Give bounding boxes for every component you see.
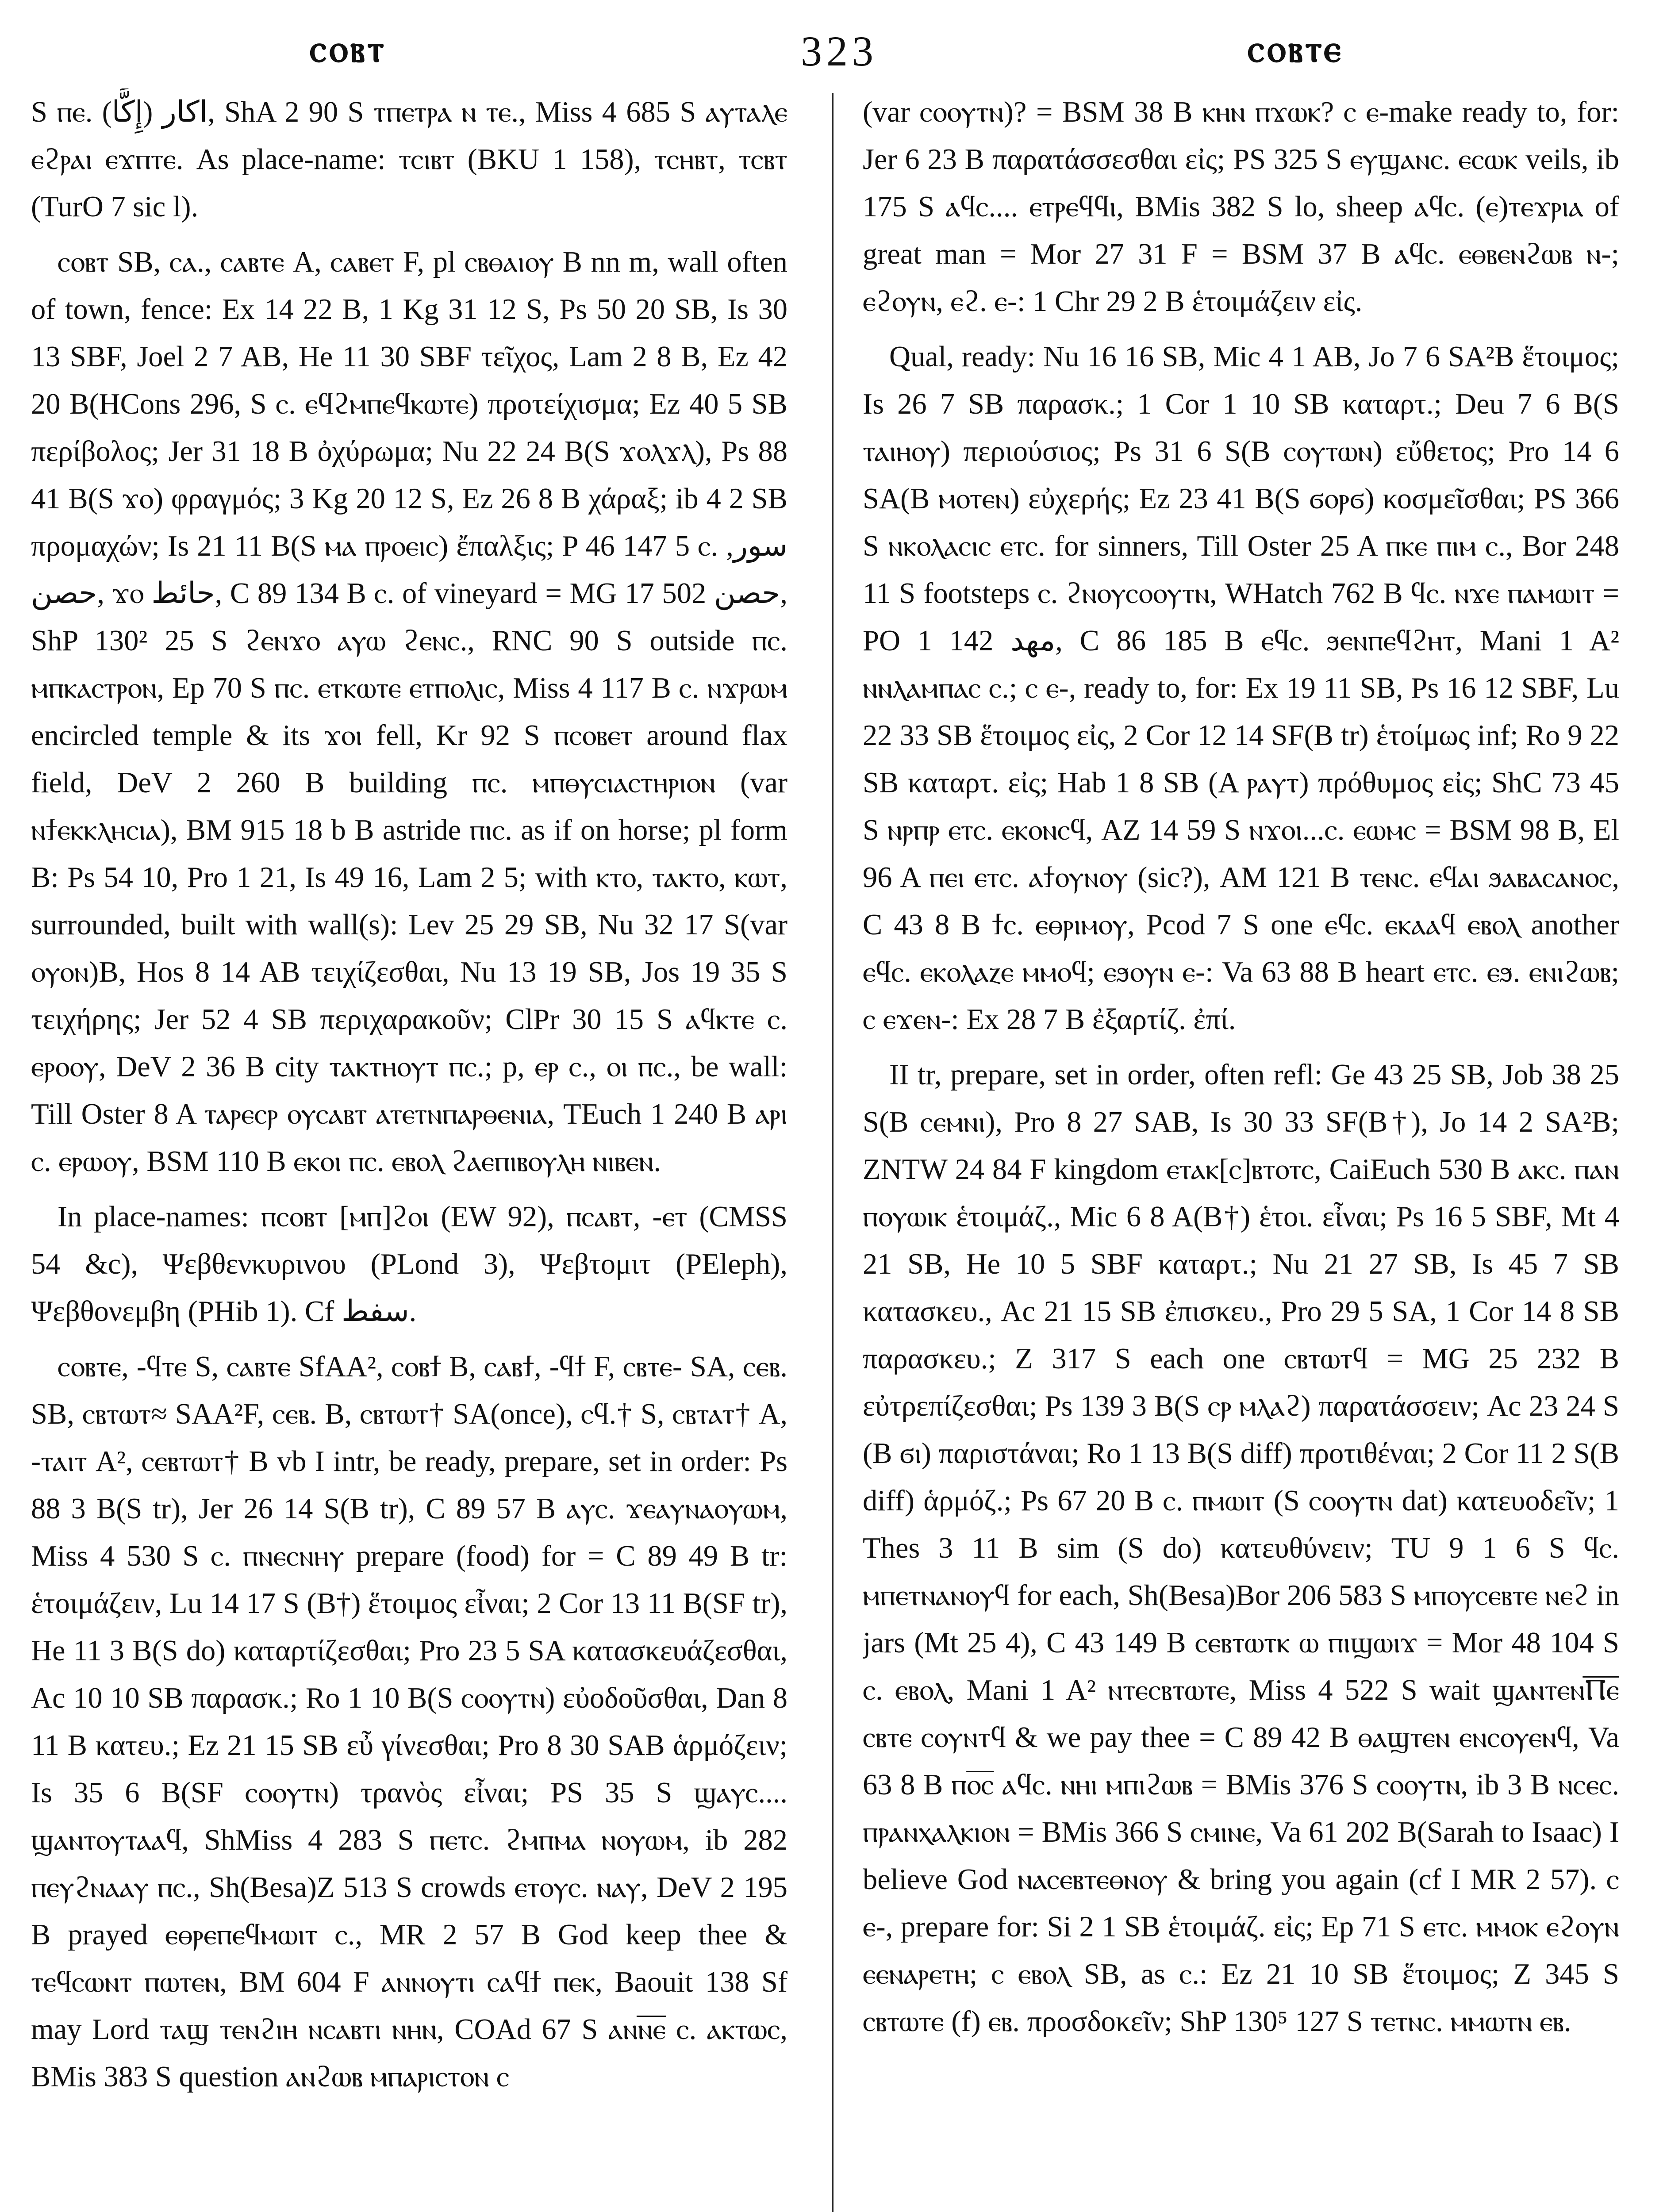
entry-paragraph: ⲥⲟⲃⲧⲉ, -ϥⲧⲉ S, ⲥⲁⲃⲧⲉ SfAA², ⲥⲟⲃϯ B, ⲥⲁⲃϯ, -ϥϯ F, ⲥⲃⲧⲉ- SA, ⲥⲉⲃ. SB, ⲥⲃⲧⲱⲧ≈ SAA²F, ⲥⲉⲃ. B, ⲥⲃⲧⲱⲧ† SA(once), ⲥϥ.† S, ⲥⲃⲧⲁⲧ† A, -ⲧⲁⲓⲧ A², ⲥⲉⲃⲧⲱⲧ† B vb I intr, be ready, prepare, set in order: Ps 88 3 B(S tr), Jer 26 14 S(B tr), C 89 57 B ⲁⲩⲥ. ϫⲉⲁⲩⲛⲁⲟⲩⲱⲙ, Miss 4 530 S ⲥ. ⲡⲛⲉⲥⲛⲏⲩ prepare (food) for = C 89 49 B tr: ἑτοιμάζειν, Lu 14 17 S (B†) ἕτοιμος εἶναι; 2 Cor 13 11 B(SF tr), He 11 3 B(S do) καταρτίζεσθαι; Pro 23 5 SA κατασκευάζεσθαι, Ac 10 10 SB παρασκ.; Ro 1 10 B(S ⲥⲟⲟⲩⲧⲛ) εὐοδοῦσθαι, Dan 8 11 B κατευ.; Ez 21 15 SB εὖ γίνεσθαι; Pro 8 30 SAB ἁρμόζειν; Is 35 6 B(SF ⲥⲟⲟⲩⲧⲛ) τρανὸς εἶναι; PS 35 S ϣⲁⲩⲥ.... ϣⲁⲛⲧⲟⲩⲧⲁⲁϥ, ShMiss 4 283 S ⲡⲉⲧⲥ. ϩⲙⲡⲙⲁ ⲛⲟⲩⲱⲙ, ib 282 ⲡⲉⲩϩⲛⲁⲁⲩ ⲡⲥ., Sh(Besa)Z 513 S crowds ⲉⲧⲟⲩⲥ. ⲛⲁⲩ, DeV 2 195 B prayed ⲉⲑⲣⲉⲡⲉϥⲙⲱⲓⲧ ⲥ., MR 2 57 B God keep thee & ⲧⲉϥⲥⲱⲛⲧ ⲡⲱⲧⲉⲛ, BM 604 F ⲁⲛⲛⲟⲩⲧⲓ ⲥⲁϥϯ ⲡⲉⲕ, Baouit 138 Sf may Lord ⲧⲁϣ ⲧⲉⲛϩⲓⲏ ⲛⲥⲁⲃⲧⲓ ⲛⲏⲛ, COAd 67 S ⲁⲛⲛ̅ⲉ̅ ⲥ. ⲁⲕⲧⲱⲥ, BMis 383 S question ⲁⲛϩⲱⲃ ⲙⲡⲁⲣⲓⲥⲧⲟⲛ ⲥ bbox=[31, 1351, 787, 2093]
entry-paragraph: In place-names: ⲡⲥⲟⲃⲧ [ⲙⲡ]ϩⲟⲓ (EW 92), ⲡⲥⲁⲃⲧ, -ⲉⲧ (CMSS 54 &c), Ψεβθενκυρινου (PLond 3), Ψεβτομιτ (PEleph), Ψεβθονεμβη (PHib 1). Cf سفط. bbox=[31, 1201, 787, 1328]
column-divider bbox=[832, 93, 834, 2212]
entry-paragraph: Qual, ready: Nu 16 16 SB, Mic 4 1 AB, Jo 7 6 SA²B ἕτοιμος; Is 26 7 SB παρασκ.; 1 Cor 1 10 SB καταρτ.; Deu 7 6 B(S ⲧⲁⲓⲏⲟⲩ) περιούσιος; Ps 31 6 S(B ⲥⲟⲩⲧⲱⲛ) εὔθετος; Pro 14 6 SA(B ⲙⲟⲧⲉⲛ) εὐχερής; Ez 23 41 B(S ϭⲟⲣϭ) κοσμεῖσθαι; PS 366 S ⲛⲕⲟⲗⲁⲥⲓⲥ ⲉⲧⲥ. for sinners, Till Oster 25 A ⲡⲕⲉ ⲡⲓⲙ ⲥ., Bor 248 11 S footsteps ⲥ. ϩⲛⲟⲩⲥⲟⲟⲩⲧⲛ, WHatch 762 B ϥⲥ. ⲛϫⲉ ⲡⲁⲙⲱⲓⲧ = PO 1 142 مهد, C 86 185 B ⲉϥⲥ. ϧⲉⲛⲡⲉϥϩⲏⲧ, Mani 1 A² ⲛⲛⲗⲁⲙⲡⲁⲥ ⲥ.; ⲥ ⲉ-, ready to, for: Ex 19 11 SB, Ps 16 12 SBF, Lu 22 33 SB ἕτοιμος εἰς, 2 Cor 12 14 SF(B tr) ἑτοίμως inf; Ro 9 22 SB καταρτ. εἰς; Hab 1 8 SB (A ⲣⲁⲩⲧ) πρόθυμος εἰς; ShC 73 45 S ⲛⲣⲡⲣ ⲉⲧⲥ. ⲉⲕⲟⲛⲥϥ, AZ 14 59 S ⲛϫⲟⲓ...ⲥ. ⲉⲱⲙⲥ = BSM 98 B, El 96 A ⲡⲉⲓ ⲉⲧⲥ. ⲁϯⲟⲩⲛⲟⲩ (sic?), AM 121 B ⲧⲉⲛⲥ. ⲉϥⲁⲓ ϧⲁⲃⲁⲥⲁⲛⲟⲥ, C 43 8 B ϯⲥ. ⲉⲑⲣⲓⲙⲟⲩ, Pcod 7 S one ⲉϥⲥ. ⲉⲕⲁⲁϥ ⲉⲃⲟⲗ another ⲉϥⲥ. ⲉⲕⲟⲗⲁⲍⲉ ⲙⲙⲟϥ; ⲉϧⲟⲩⲛ ⲉ-: Va 63 88 B heart ⲉⲧⲥ. ⲉϧ. ⲉⲛⲓϩⲱⲃ; ⲥ ⲉϫⲉⲛ-: Ex 28 7 B ἐξαρτίζ. ἐπί. bbox=[863, 341, 1619, 1036]
left-column bbox=[31, 88, 787, 2212]
entry-paragraph: (var ⲥⲟⲟⲩⲧⲛ)? = BSM 38 B ⲕⲏⲛ ⲡϫⲱⲕ? ⲥ ⲉ-make ready to, for: Jer 6 23 B παρατάσσεσθαι εἰς; PS 325 S ⲉⲩϣⲁⲛⲥ. ⲉⲥⲱⲕ veils, ib 175 S ⲁϥⲥ.... ⲉⲧⲣⲉϥϥⲓ, BMis 382 S lo, sheep ⲁϥⲥ. (ⲉ)ⲧⲉϫⲣⲓⲁ of great man = Mor 27 31 F = BSM 37 B ⲁϥⲥ. ⲉⲑⲃⲉⲛϩⲱⲃ ⲛ-; ⲉϩⲟⲩⲛ, ⲉϩ. ⲉ-: 1 Chr 29 2 B ἑτοιμάζειν εἰς. bbox=[863, 96, 1619, 318]
entry-paragraph: S ⲡⲉ. اكار (إِكَّا), ShA 2 90 S ⲧⲡⲉⲧⲣⲁ ⲛ ⲧⲉ., Miss 4 685 S ⲁⲩⲧⲁⲗⲉ ⲉϩⲣⲁⲓ ⲉϫⲡⲧⲉ. As place-name: ⲧⲥⲓⲃⲧ (BKU 1 158), ⲧⲥⲏⲃⲧ, ⲧⲥⲃⲧ (TurO 7 sic l). bbox=[31, 96, 787, 223]
entry-paragraph: II tr, prepare, set in order, often refl: Ge 43 25 SB, Job 38 25 S(B ⲥⲉⲙⲛⲓ), Pro 8 27 SAB, Is 30 33 SF(B†), Jo 14 2 SA²B; ZNTW 24 84 F kingdom ⲉⲧⲁⲕ[ⲥ]ⲃⲧⲟⲧⲥ, CaiEuch 530 B ⲁⲕⲥ. ⲡⲁⲛ ⲡⲟⲩⲱⲓⲕ ἑτοιμάζ., Mic 6 8 A(B†) ἑτοι. εἶναι; Ps 16 5 SBF, Mt 4 21 SB, He 10 5 SBF καταρτ.; Nu 21 27 SB, Is 45 7 SB κατασκευ., Ac 21 15 SB ἐπισκευ., Pro 29 5 SA, 1 Cor 14 8 SB παρασκευ.; Z 317 S each one ⲥⲃⲧⲱⲧϥ = MG 25 232 B εὐτρεπίζεσθαι; Ps 139 3 B(S ⲥⲣ ⲙⲗⲁϩ) παρατάσσειν; Ac 23 24 S (B ϭⲓ) παριστάναι; Ro 1 13 B(S diff) προτιθέναι; 2 Cor 11 2 S(B diff) ἁρμόζ.; Ps 67 20 B ⲥ. ⲡⲙⲱⲓⲧ (S ⲥⲟⲟⲩⲧⲛ dat) κατευοδεῖν; 1 Thes 3 11 B sim (S do) κατευθύνειν; TU 9 1 6 S ϥⲥ. ⲙⲡⲉⲧⲛⲁⲛⲟⲩϥ for each, Sh(Besa)Bor 206 583 S ⲙⲡⲟⲩⲥⲉⲃⲧⲉ ⲛⲉϩ in jars (Mt 25 4), C 43 149 B ⲥⲉⲃⲧⲱⲧⲕ ⲱ ⲡⲓϣⲱⲓϫ = Mor 48 104 S ⲥ. ⲉⲃⲟⲗ, Mani 1 A² ⲛⲧⲉⲥⲃⲧⲱⲧⲉ, Miss 4 522 S wait ϣⲁⲛⲧⲉⲛⲠ̅ⲉ̅ ⲥⲃⲧⲉ ⲥⲟⲩⲛⲧϥ & we pay thee = C 89 42 B ⲑⲁϣⲧⲉⲛ ⲉⲛⲥⲟⲩⲉⲛϥ, Va 63 8 B ⲡⲟ̅ⲥ̅ ⲁϥⲥ. ⲛⲏⲓ ⲙⲡⲓϩⲱⲃ = BMis 376 S ⲥⲟⲟⲩⲧⲛ, ib 3 B ⲛⲥⲉⲥ. ⲡⲣⲁⲛⲭⲁⲗⲕⲓⲟⲛ = BMis 366 S ⲥⲙⲓⲛⲉ, Va 61 202 B(Sarah to Isaac) I believe God ⲛⲁⲥⲉⲃⲧⲉⲑⲛⲟⲩ & bring you again (cf I MR 2 57). ⲥ ⲉ-, prepare for: Si 2 1 SB ἑτοιμάζ. εἰς; Ep 71 S ⲉⲧⲥ. ⲙⲙⲟⲕ ⲉϩⲟⲩⲛ ⲉⲉⲛⲁⲣⲉⲧⲏ; ⲥ ⲉⲃⲟⲗ SB, as ⲥ.: Ez 21 10 SB ἕτοιμος; Z 345 S ⲥⲃⲧⲱⲧⲉ (f) ⲉⲃ. προσδοκεῖν; ShP 130⁵ 127 S ⲧⲉⲧⲛⲥ. ⲙⲙⲱⲧⲛ ⲉⲃ. bbox=[863, 1059, 1619, 2038]
running-head-left: ⲥⲟⲃⲧ bbox=[310, 27, 387, 70]
running-head-right: ⲥⲟⲃⲧⲉ bbox=[1248, 27, 1344, 70]
page-number: 323 bbox=[801, 27, 878, 75]
page-header bbox=[71, 27, 1606, 84]
right-column bbox=[863, 88, 1619, 2212]
entry-paragraph: ⲥⲟⲃⲧ SB, ⲥⲁ., ⲥⲁⲃⲧⲉ A, ⲥⲁⲃⲉⲧ F, pl ⲥⲃⲑⲁⲓⲟⲩ B nn m, wall often of town, fence: Ex 14 22 B, 1 Kg 31 12 S, Ps 50 20 SB, Is 30 13 SBF, Joel 2 7 AB, He 11 30 SBF τεῖχος, Lam 2 8 B, Ez 42 20 B(HCons 296, S ⲥ. ⲉϥϩⲙⲡⲉϥⲕⲱⲧⲉ) προτείχισμα; Ez 40 5 SB περίβολος; Jer 31 18 B ὀχύρωμα; Nu 22 24 B(S ϫⲟⲗϫⲗ), Ps 88 41 B(S ϫⲟ) φραγμός; 3 Kg 20 12 S, Ez 26 8 B χάραξ; ib 4 2 SB προμαχών; Is 21 11 B(S ⲙⲁ ⲡⲣⲟⲉⲓⲥ) ἔπαλξις; P 46 147 5 ⲥ. سور, حصن, ϫⲟ حائط, C 89 134 B ⲥ. of vineyard = MG 17 502 حصن, ShP 130² 25 S ϩⲉⲛϫⲟ ⲁⲩⲱ ϩⲉⲛⲥ., RNC 90 S outside ⲡⲥ. ⲙⲡⲕⲁⲥⲧⲣⲟⲛ, Ep 70 S ⲡⲥ. ⲉⲧⲕⲱⲧⲉ ⲉⲧⲡⲟⲗⲓⲥ, Miss 4 117 B ⲥ. ⲛϫⲣⲱⲙ encircled temple & its ϫⲟⲓ fell, Kr 92 S ⲡⲥⲟⲃⲉⲧ around flax field, DeV 2 260 B building ⲡⲥ. ⲙⲡⲑⲩⲥⲓⲁⲥⲧⲏⲣⲓⲟⲛ (var ⲛϯⲉⲕⲕⲗⲏⲥⲓⲁ), BM 915 18 b B astride ⲡⲓⲥ. as if on horse; pl form B: Ps 54 10, Pro 1 21, Is 49 16, Lam 2 5; with ⲕⲧⲟ, ⲧⲁⲕⲧⲟ, ⲕⲱⲧ, surrounded, built with wall(s): Lev 25 29 SB, Nu 32 17 S(var ⲟⲩⲟⲛ)B, Hos 8 14 AB τειχίζεσθαι, Nu 13 19 SB, Jos 19 35 S τειχήρης; Jer 52 4 SB περιχαρακοῦν; ClPr 30 15 S ⲁϥⲕⲧⲉ ⲥ. ⲉⲣⲟⲟⲩ, DeV 2 36 B city ⲧⲁⲕⲧⲏⲟⲩⲧ ⲡⲥ.; p, ⲉⲣ ⲥ., ⲟⲓ ⲡⲥ., be wall: Till Oster 8 A ⲧⲁⲣⲉⲥⲣ ⲟⲩⲥⲁⲃⲧ ⲁⲧⲉⲧⲛⲡⲁⲣⲑⲉⲛⲓⲁ, TEuch 1 240 B ⲁⲣⲓ ⲥ. ⲉⲣⲱⲟⲩ, BSM 110 B ⲉⲕⲟⲓ ⲡⲥ. ⲉⲃⲟⲗ ϩⲁⲉⲡⲓⲃⲟⲩⲗⲏ ⲛⲓⲃⲉⲛ. bbox=[31, 246, 787, 1178]
